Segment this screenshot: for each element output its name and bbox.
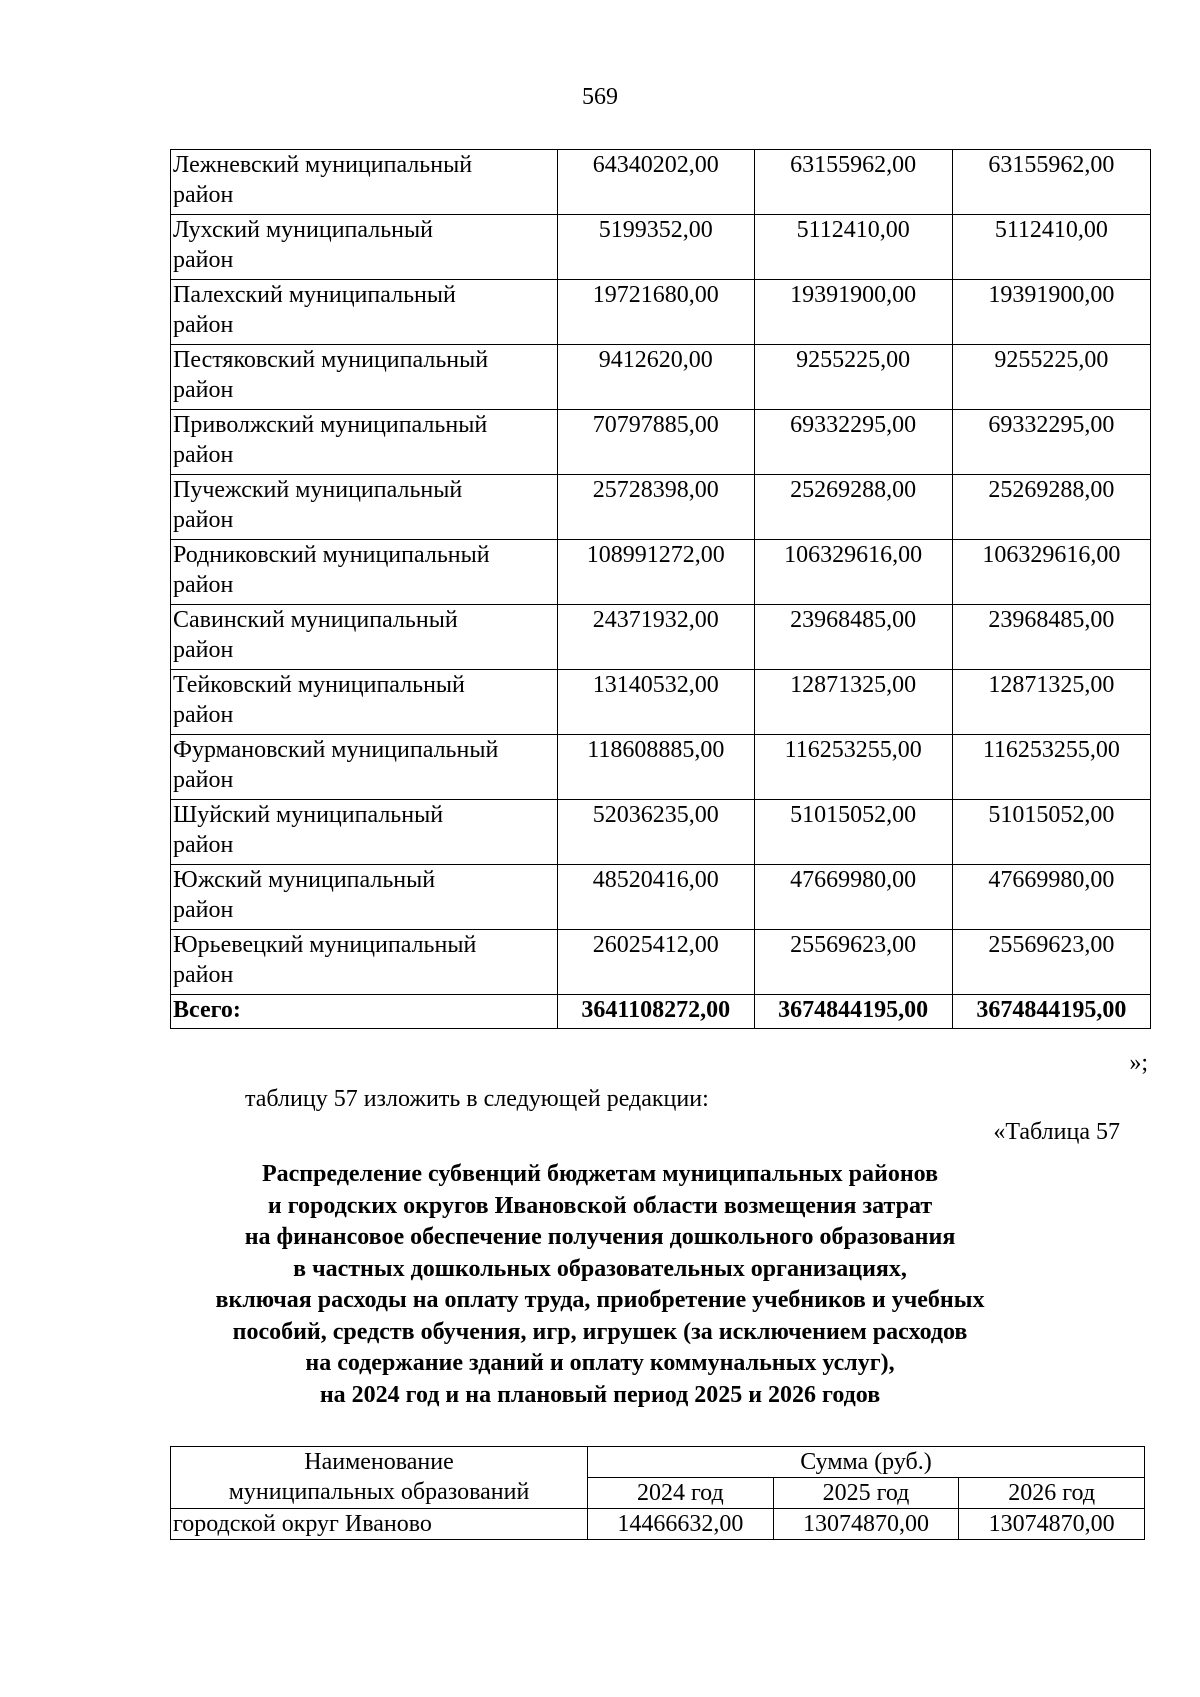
municipality-name-line: район (173, 312, 234, 338)
municipality-name-line: район (173, 897, 234, 923)
table-row (171, 670, 1151, 735)
heading-line: Распределение субвенций бюджетам муниципальных районов (261, 1161, 939, 1187)
heading-line: на содержание зданий и оплату коммунальных услуг), (305, 1350, 895, 1376)
amount-2025: 5112410,00 (754, 215, 952, 280)
amount-2026: 47669980,00 (952, 865, 1150, 930)
amount-2026: 9255225,00 (952, 345, 1150, 410)
table-label: «Таблица 57 (993, 1119, 1120, 1145)
amount-2026: 51015052,00 (952, 800, 1150, 865)
municipality-name (171, 605, 558, 670)
heading-line: включая расходы на оплату труда, приобретение учебников и учебных (215, 1287, 985, 1313)
heading-line: и городских округов Ивановской области возмещения затрат (267, 1192, 933, 1219)
amount-2026: 69332295,00 (952, 410, 1150, 475)
heading-line: на 2024 год и на плановый период 2025 и 2026 годов (319, 1381, 881, 1408)
heading-line: в частных дошкольных образовательных организациях, (293, 1255, 907, 1282)
total-label: Всего: (171, 995, 558, 1029)
municipality-name (171, 345, 558, 410)
municipality-name-line: Лухский муниципальный (173, 217, 433, 243)
table-heading (150, 1159, 1050, 1411)
municipality-name-line: район (173, 702, 234, 728)
amount-2024: 5199352,00 (558, 215, 755, 280)
amount-2024: 26025412,00 (558, 930, 755, 995)
header-year-2024: 2024 год (588, 1478, 774, 1509)
header-year-2026: 2026 год (959, 1478, 1145, 1509)
amount-2024: 108991272,00 (558, 540, 755, 605)
amount-2026: 25269288,00 (952, 475, 1150, 540)
amount-2026: 19391900,00 (952, 280, 1150, 345)
amount-2025: 106329616,00 (754, 540, 952, 605)
heading-line: на финансовое обеспечение получения дошкольного образования (244, 1224, 956, 1250)
amount-2026: 63155962,00 (952, 150, 1150, 215)
total-2026: 3674844195,00 (952, 995, 1150, 1029)
table-row (171, 410, 1151, 475)
municipality-name-line: район (173, 572, 234, 598)
municipality-name-line: Шуйский муниципальный (173, 802, 444, 828)
municipality-name-line: район (173, 962, 234, 988)
amount-2024: 14466632,00 (588, 1509, 774, 1540)
municipality-name-line: район (173, 832, 234, 858)
header-sum: Сумма (руб.) (588, 1447, 1145, 1478)
municipality-name-line: район (173, 247, 234, 273)
municipality-name-line: район (173, 637, 234, 663)
municipality-name (171, 670, 558, 735)
amount-2025: 51015052,00 (754, 800, 952, 865)
amount-2024: 9412620,00 (558, 345, 755, 410)
municipality-name-line: Палехский муниципальный (173, 282, 456, 308)
amount-2024: 70797885,00 (558, 410, 755, 475)
amount-2026: 13074870,00 (959, 1509, 1145, 1540)
municipality-name (171, 930, 558, 995)
amount-2024: 25728398,00 (558, 475, 755, 540)
amount-2025: 25269288,00 (754, 475, 952, 540)
table-row (171, 345, 1151, 410)
table-row (171, 865, 1151, 930)
amount-2025: 19391900,00 (754, 280, 952, 345)
municipality-name-line: Лежневский муниципальный (173, 152, 473, 178)
header-year-2025: 2025 год (773, 1478, 959, 1509)
municipality-name-line: Пучежский муниципальный (173, 477, 463, 503)
amount-2026: 23968485,00 (952, 605, 1150, 670)
amount-2026: 25569623,00 (952, 930, 1150, 995)
municipality-name-line: Савинский муниципальный (173, 607, 458, 633)
municipality-name (171, 215, 558, 280)
header-name-line: Наименование (304, 1449, 454, 1475)
amount-2024: 48520416,00 (558, 865, 755, 930)
municipality-name (171, 410, 558, 475)
municipality-name-line: Пестяковский муниципальный (173, 347, 489, 373)
municipality-name-line: район (173, 377, 234, 403)
municipality-name-line: Родниковский муниципальный (173, 542, 490, 568)
municipality-name: городской округ Иваново (171, 1509, 588, 1540)
municipality-name (171, 735, 558, 800)
municipality-name-line: Фурмановский муниципальный (173, 737, 499, 763)
table-row (171, 1509, 1145, 1540)
table-row (171, 475, 1151, 540)
municipality-name (171, 540, 558, 605)
amount-2024: 24371932,00 (558, 605, 755, 670)
municipality-name (171, 280, 558, 345)
amount-2024: 52036235,00 (558, 800, 755, 865)
table-header-row (171, 1447, 1145, 1478)
municipality-name (171, 475, 558, 540)
total-2025: 3674844195,00 (754, 995, 952, 1029)
municipality-name (171, 150, 558, 215)
table-row (171, 215, 1151, 280)
table-row (171, 280, 1151, 345)
amount-2025: 23968485,00 (754, 605, 952, 670)
table-57 (170, 1446, 1145, 1540)
amount-2026: 106329616,00 (952, 540, 1150, 605)
municipality-name (171, 865, 558, 930)
amount-2024: 118608885,00 (558, 735, 755, 800)
table-row (171, 735, 1151, 800)
table-row (171, 605, 1151, 670)
municipality-name-line: район (173, 507, 234, 533)
amount-2026: 5112410,00 (952, 215, 1150, 280)
amount-2025: 25569623,00 (754, 930, 952, 995)
subvention-table-continued (170, 149, 1151, 1029)
header-name-line: муниципальных образований (228, 1479, 530, 1505)
amount-2025: 47669980,00 (754, 865, 952, 930)
municipality-name-line: Приволжский муниципальный (173, 412, 488, 438)
amount-2025: 116253255,00 (754, 735, 952, 800)
amount-2025: 69332295,00 (754, 410, 952, 475)
amount-2024: 13140532,00 (558, 670, 755, 735)
closing-quote: »; (1129, 1050, 1148, 1076)
amount-2024: 19721680,00 (558, 280, 755, 345)
municipality-name-line: район (173, 442, 234, 468)
table-row (171, 800, 1151, 865)
amount-2025: 13074870,00 (773, 1509, 959, 1540)
table-row (171, 930, 1151, 995)
header-municipality (171, 1447, 588, 1509)
amount-2024: 64340202,00 (558, 150, 755, 215)
amount-2026: 12871325,00 (952, 670, 1150, 735)
page-number: 569 (582, 84, 618, 110)
municipality-name-line: Тейковский муниципальный (173, 672, 465, 698)
table-row (171, 540, 1151, 605)
instruction-text: таблицу 57 изложить в следующей редакции: (245, 1086, 709, 1112)
municipality-name (171, 800, 558, 865)
municipality-name-line: район (173, 182, 234, 208)
table-row (171, 150, 1151, 215)
total-row (171, 995, 1151, 1029)
municipality-name-line: район (173, 767, 234, 793)
heading-line: пособий, средств обучения, игр, игрушек (за исключением расходов (232, 1318, 968, 1345)
amount-2025: 9255225,00 (754, 345, 952, 410)
total-2024: 3641108272,00 (558, 995, 755, 1029)
amount-2026: 116253255,00 (952, 735, 1150, 800)
amount-2025: 12871325,00 (754, 670, 952, 735)
municipality-name-line: Юрьевецкий муниципальный (173, 932, 477, 958)
amount-2025: 63155962,00 (754, 150, 952, 215)
municipality-name-line: Южский муниципальный (173, 867, 436, 893)
